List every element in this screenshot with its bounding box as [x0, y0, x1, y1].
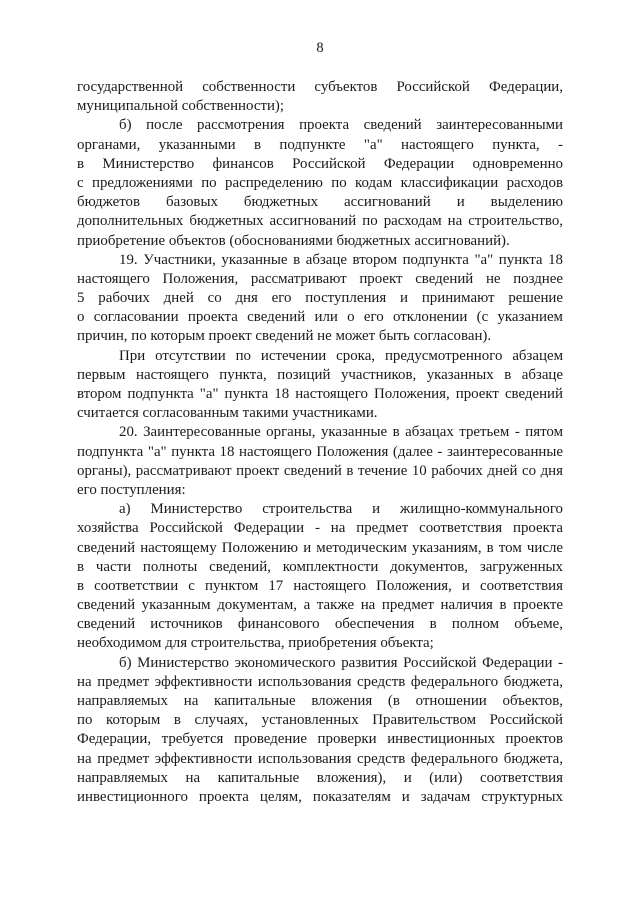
- paragraph-line: дополнительных бюджетных ассигнований по расходам на строительство,: [77, 213, 563, 230]
- paragraph-line: считается согласованным такими участниками.: [77, 405, 378, 422]
- paragraph-line: на предмет эффективности использования средств федерального бюджета,: [77, 673, 563, 690]
- paragraph-line: б) после рассмотрения проекта сведений заинтересованными: [119, 117, 563, 134]
- paragraph: [77, 347, 563, 424]
- paragraph-line: первым настоящего пункта, позиций участников, указанных в абзаце: [77, 366, 563, 383]
- paragraph-line: приобретение объектов (обоснованиями бюджетных ассигнований).: [77, 232, 510, 249]
- paragraph-line: на предмет эффективности использования средств федерального бюджета,: [77, 750, 563, 767]
- paragraph-line: по которым в случаях, установленных Правительством Российской: [77, 712, 563, 729]
- paragraph-line: в Министерство финансов Российской Федерации одновременно: [77, 155, 563, 172]
- paragraph-line: При отсутствии по истечении срока, предусмотренного абзацем: [119, 347, 563, 364]
- paragraph-line: сведений настоящему Положению и методическим указаниям, в том числе: [77, 539, 563, 556]
- paragraph: [77, 654, 563, 808]
- paragraph-line: необходимом для строительства, приобретения объекта;: [77, 635, 434, 652]
- paragraph-line: сведений источников финансового обеспечения в полном объеме,: [77, 616, 563, 633]
- paragraph-line: органами, указанными в подпункте "а" настоящего пункта, -: [77, 136, 563, 153]
- paragraph-line: о согласовании проекта сведений или о его отклонении (с указанием: [77, 309, 563, 326]
- paragraph-line: подпункта "а" пункта 18 настоящего Положения (далее - заинтересованные: [77, 443, 563, 460]
- paragraph-line: сведений указанным документам, а также на предмет наличия в проекте: [77, 597, 563, 614]
- paragraph-line: б) Министерство экономического развития Российской Федерации -: [119, 654, 563, 671]
- paragraph-line: Федерации, требуется проведение проверки инвестиционных проектов: [77, 731, 563, 748]
- paragraph-line: государственной собственности субъектов Российской Федерации,: [77, 79, 563, 95]
- document-body: [77, 78, 563, 807]
- paragraph: [77, 251, 563, 347]
- page-number: 8: [316, 40, 324, 56]
- paragraph: [77, 423, 563, 500]
- paragraph-line: причин, по которым проект сведений не может быть согласован).: [77, 328, 492, 345]
- paragraph-line: 19. Участники, указанные в абзаце втором подпункта "а" пункта 18: [119, 251, 563, 268]
- paragraph-line: настоящего Положения, рассматривают проект сведений не позднее: [77, 270, 563, 287]
- paragraph-line: в соответствии с пунктом 17 настоящего Положения, и соответствия: [77, 577, 563, 594]
- paragraph-line: инвестиционного проекта целям, показателям и задачам структурных: [77, 788, 563, 805]
- paragraph-line: муниципальной собственности);: [77, 98, 285, 115]
- paragraph: [77, 116, 563, 250]
- paragraph-line: направляемых на капитальные вложения), и (или) соответствия: [77, 769, 563, 786]
- paragraph-line: 5 рабочих дней со дня его поступления и принимают решение: [77, 290, 563, 307]
- paragraph-line: а) Министерство строительства и жилищно-коммунального: [119, 501, 563, 518]
- paragraph-line: с предложениями по распределению по кодам классификации расходов: [77, 174, 563, 191]
- paragraph-line: хозяйства Российской Федерации - на предмет соответствия проекта: [77, 520, 563, 537]
- paragraph-line: его поступления:: [77, 481, 186, 498]
- paragraph-line: втором подпункта "а" пункта 18 настоящего Положения, проект сведений: [77, 386, 563, 402]
- paragraph: [77, 500, 563, 654]
- paragraph-line: органы), рассматривают проект сведений в течение 10 рабочих дней со дня: [77, 462, 563, 479]
- paragraph-line: бюджетов базовых бюджетных ассигнований и выделению: [77, 194, 563, 211]
- paragraph-line: 20. Заинтересованные органы, указанные в абзацах третьем - пятом: [119, 424, 563, 441]
- paragraph-line: направляемых на капитальные вложения (в отношении объектов,: [77, 693, 563, 709]
- paragraph-line: в части полноты сведений, комплектности документов, загруженных: [77, 558, 563, 575]
- paragraph: [77, 78, 563, 116]
